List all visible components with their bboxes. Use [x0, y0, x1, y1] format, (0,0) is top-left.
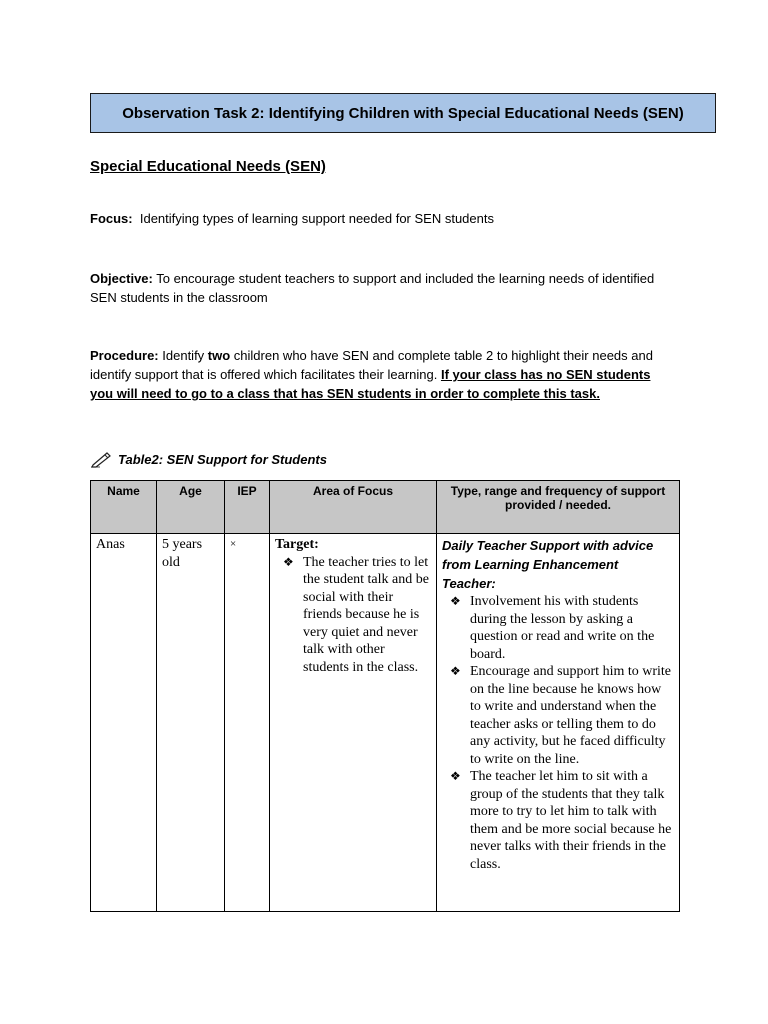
header-name: Name	[91, 481, 157, 534]
focus-bullet-list	[275, 554, 431, 677]
objective-paragraph	[90, 269, 670, 307]
support-bullet-list	[442, 593, 674, 873]
header-age: Age	[157, 481, 225, 534]
header-area-of-focus: Area of Focus	[270, 481, 437, 534]
table-row	[91, 534, 680, 912]
table-caption-text: Table2: SEN Support for Students	[118, 451, 327, 467]
task-title-text: Observation Task 2: Identifying Children with Special Educational Needs (SEN)	[122, 104, 684, 122]
list-item: ❖ The teacher let him to sit with a group of the students that they talk more to try to let him to talk with them and be more social because he never talks with their friends in the class.	[442, 768, 674, 873]
table-caption	[90, 450, 327, 468]
sen-support-table	[90, 480, 680, 912]
target-label: Target:	[275, 537, 319, 552]
objective-label: Objective:	[90, 271, 153, 286]
table-header-row	[91, 481, 680, 534]
procedure-text-1: Identify	[162, 348, 208, 363]
focus-paragraph	[90, 209, 670, 228]
cell-iep	[225, 534, 270, 912]
section-heading: Special Educational Needs (SEN)	[90, 158, 326, 175]
procedure-bold-word: two	[207, 348, 231, 363]
cell-area-of-focus	[270, 534, 437, 912]
cell-support	[437, 534, 680, 912]
list-item: ❖ Involvement his with students during the lesson by asking a question or read and write on the board.	[442, 593, 674, 663]
objective-text: To encourage student teachers to support and included the learning needs of identified SEN students in the classroom	[90, 271, 655, 305]
focus-text: Identifying types of learning support needed for SEN students	[139, 211, 494, 226]
header-support-type: Type, range and frequency of support provided / needed.	[437, 481, 680, 534]
pencil-icon	[90, 450, 114, 468]
focus-label: Focus:	[90, 211, 133, 226]
header-iep: IEP	[225, 481, 270, 534]
list-item: ❖ Encourage and support him to write on the line because he knows how to write and understand when the teacher asks or telling them to do any activity, but he faced difficulty to write on the line.	[442, 663, 674, 768]
support-heading: Daily Teacher Support with advice from Learning Enhancement Teacher:	[442, 538, 654, 591]
procedure-underlined: If your class has no SEN students you will need to go to a class that has SEN students in order to complete this task.	[90, 367, 651, 401]
iep-cross-mark: ×	[230, 538, 237, 550]
cell-age: 5 years old	[157, 534, 225, 912]
task-title	[90, 93, 716, 133]
cell-name: Anas	[91, 534, 157, 912]
procedure-text-2: children who have SEN and complete table 2 to highlight their needs and identify support that is offered which facilitates their learning.	[90, 348, 653, 382]
procedure-paragraph	[90, 346, 670, 403]
procedure-label: Procedure:	[90, 348, 159, 363]
list-item: ❖ The teacher tries to let the student talk and be social with their friends because he is very quiet and never talk with other students in the class.	[275, 554, 431, 677]
